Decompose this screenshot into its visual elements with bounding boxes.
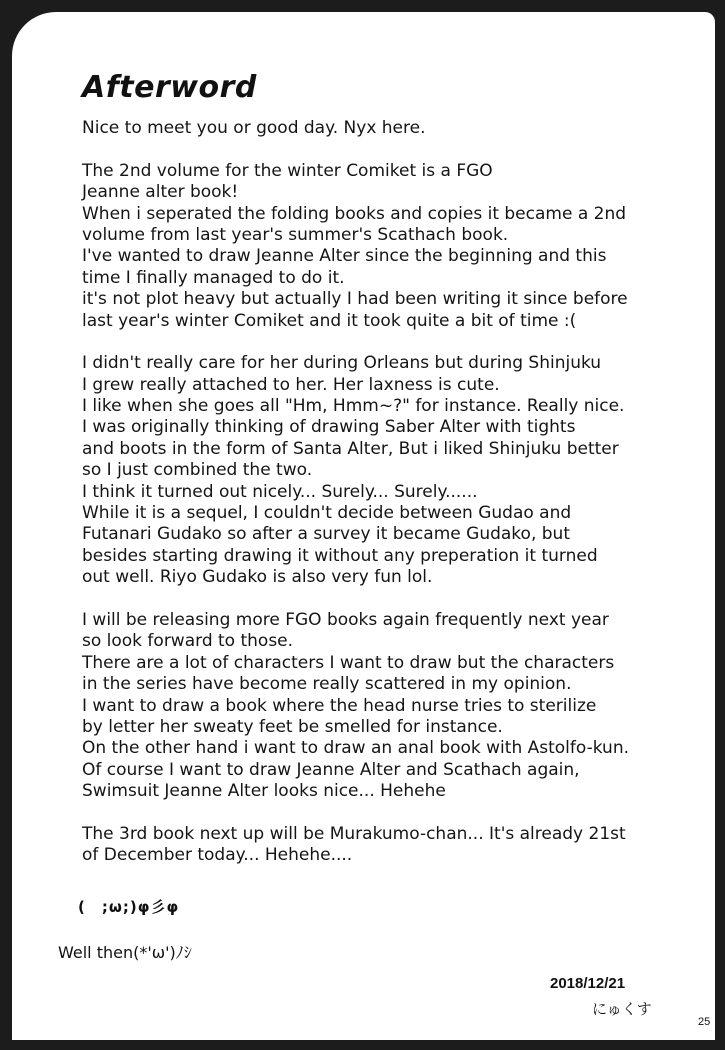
text-line: of December today... Hehehe.... xyxy=(82,845,353,866)
paragraph-gap xyxy=(82,803,715,824)
text-line: I like when she goes all "Hm, Hmm~?" for instance. Really nice. xyxy=(82,396,625,417)
text-line: Of course I want to draw Jeanne Alter and Scathach again, xyxy=(82,759,580,780)
text-line: it's not plot heavy but actually I had been writing it since before xyxy=(82,289,628,310)
text-line: Jeanne alter book! xyxy=(82,182,239,203)
text-line: by letter her sweaty feet be smelled for instance. xyxy=(82,716,503,737)
paragraph-next-book xyxy=(82,824,715,867)
text-line: I want to draw a book where the head nurse tries to sterilize xyxy=(82,695,597,716)
afterword-body xyxy=(82,118,715,867)
paragraph-character xyxy=(82,353,715,588)
text-line: volume from last year's summer's Scathach book. xyxy=(82,224,509,245)
text-line: On the other hand i want to draw an anal book with Astolfo-kun. xyxy=(82,738,630,759)
page-title: Afterword xyxy=(82,70,257,105)
text-line: I think it turned out nicely... Surely... Surely...... xyxy=(82,481,478,502)
text-line: so look forward to those. xyxy=(82,631,294,652)
paragraph-greeting xyxy=(82,118,715,139)
text-line: so I just combined the two. xyxy=(82,460,313,481)
page-number: 25 xyxy=(698,1016,711,1028)
text-line: I was originally thinking of drawing Saber Alter with tights xyxy=(82,417,576,438)
closing-text: Well then(*'ω')ﾉｼ xyxy=(58,943,192,962)
text-line: last year's winter Comiket and it took quite a bit of time :( xyxy=(82,310,577,331)
paragraph-gap xyxy=(82,589,715,610)
text-line: The 3rd book next up will be Murakumo-chan... It's already 21st xyxy=(82,823,626,844)
text-line: out well. Riyo Gudako is also very fun lol. xyxy=(82,567,433,588)
paragraph-intro xyxy=(82,161,715,332)
signature-date: 2018/12/21 xyxy=(550,975,626,992)
kaomoji-text: ( ;ω;)φ彡φ xyxy=(78,898,180,916)
text-line: besides starting drawing it without any preperation it turned xyxy=(82,545,598,566)
text-line: There are a lot of characters I want to draw but the characters xyxy=(82,652,615,673)
text-line: and boots in the form of Santa Alter, But i liked Shinjuku better xyxy=(82,438,619,459)
text-line: time I finally managed to do it. xyxy=(82,267,345,288)
text-line: in the series have become really scattered in my opinion. xyxy=(82,674,572,695)
author-signature: にゅくす xyxy=(592,1000,652,1018)
document-page xyxy=(12,12,715,1040)
text-line: When i seperated the folding books and copies it became a 2nd xyxy=(82,203,627,224)
text-line: I grew really attached to her. Her laxness is cute. xyxy=(82,374,500,395)
text-line: Nice to meet you or good day. Nyx here. xyxy=(82,118,426,138)
text-line: I will be releasing more FGO books again frequently next year xyxy=(82,609,609,630)
paragraph-plans xyxy=(82,610,715,803)
text-line: Futanari Gudako so after a survey it became Gudako, but xyxy=(82,524,570,545)
text-line: I've wanted to draw Jeanne Alter since the beginning and this xyxy=(82,246,607,267)
text-line: While it is a sequel, I couldn't decide between Gudao and xyxy=(82,503,572,524)
paragraph-gap xyxy=(82,332,715,353)
text-line: I didn't really care for her during Orleans but during Shinjuku xyxy=(82,353,602,374)
text-line: The 2nd volume for the winter Comiket is a FGO xyxy=(82,160,493,181)
paragraph-gap xyxy=(82,139,715,160)
text-line: Swimsuit Jeanne Alter looks nice... Hehehe xyxy=(82,781,446,802)
